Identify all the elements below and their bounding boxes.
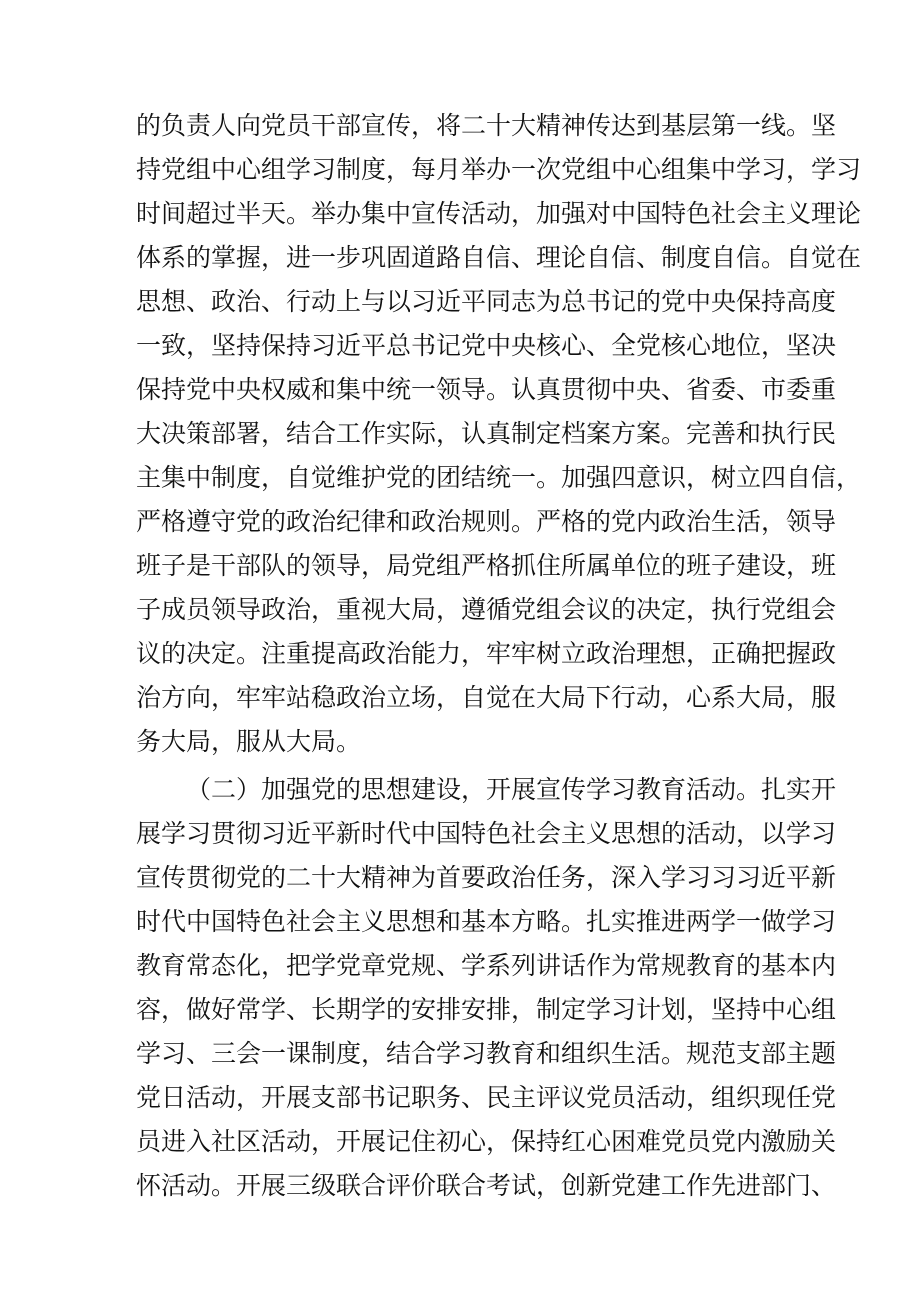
paragraph-2-line: 党日活动，开展支部书记职务、民主评议党员活动，组织现任党: [136, 1083, 837, 1112]
paragraph-1-line: 体系的掌握，进一步巩固道路自信、理论自信、制度自信。自觉在: [136, 243, 862, 272]
paragraph-2-line: 员进入社区活动，开展记住初心，保持红心困难党员党内激励关: [136, 1127, 837, 1156]
paragraph-1-line: 的负责人向党员干部宣传，将二十大精神传达到基层第一线。坚: [136, 111, 837, 140]
paragraph-1-line: 严格遵守党的政治纪律和政治规则。严格的党内政治生活，领导: [136, 507, 837, 536]
paragraph-1-line: 一致，坚持保持习近平总书记党中央核心、全党核心地位，坚决: [136, 331, 837, 360]
paragraph-2-line: 教育常态化，把学党章党规、学系列讲话作为常规教育的基本内: [136, 951, 837, 980]
paragraph-1-line: 时间超过半天。举办集中宣传活动，加强对中国特色社会主义理论: [136, 199, 862, 228]
paragraph-1-line: 大决策部署，结合工作实际，认真制定档案方案。完善和执行民: [136, 419, 837, 448]
paragraph-2-line: 宣传贯彻党的二十大精神为首要政治任务，深入学习习习近平新: [136, 863, 837, 892]
paragraph-2-line: 容，做好常学、长期学的安排安排，制定学习计划，坚持中心组: [136, 995, 837, 1024]
paragraph-1-line: 务大局，服从大局。: [136, 727, 362, 756]
paragraph-2-heading-line: （二）加强党的思想建设，开展宣传学习教育活动。扎实开: [186, 775, 837, 804]
paragraph-1-line: 议的决定。注重提高政治能力，牢牢树立政治理想，正确把握政: [136, 639, 837, 668]
paragraph-2-line: 展学习贯彻习近平新时代中国特色社会主义思想的活动，以学习: [136, 819, 837, 848]
paragraph-2-line: 学习、三会一课制度，结合学习教育和组织生活。规范支部主题: [136, 1039, 837, 1068]
paragraph-1-line: 子成员领导政治，重视大局，遵循党组会议的决定，执行党组会: [136, 595, 837, 624]
paragraph-1-line: 治方向，牢牢站稳政治立场，自觉在大局下行动，心系大局，服: [136, 683, 837, 712]
paragraph-1-line: 班子是干部队的领导，局党组严格抓住所属单位的班子建设，班: [136, 551, 837, 580]
paragraph-1-line: 思想、政治、行动上与以习近平同志为总书记的党中央保持高度: [136, 287, 837, 316]
paragraph-1-line: 主集中制度，自觉维护党的团结统一。加强四意识，树立四自信，: [136, 463, 862, 492]
paragraph-2-line: 时代中国特色社会主义思想和基本方略。扎实推进两学一做学习: [136, 907, 837, 936]
paragraph-1-line: 持党组中心组学习制度，每月举办一次党组中心组集中学习，学习: [136, 155, 862, 184]
paragraph-1-line: 保持党中央权威和集中统一领导。认真贯彻中央、省委、市委重: [136, 375, 837, 404]
paragraph-2-line: 怀活动。开展三级联合评价联合考试，创新党建工作先进部门、: [136, 1171, 837, 1200]
